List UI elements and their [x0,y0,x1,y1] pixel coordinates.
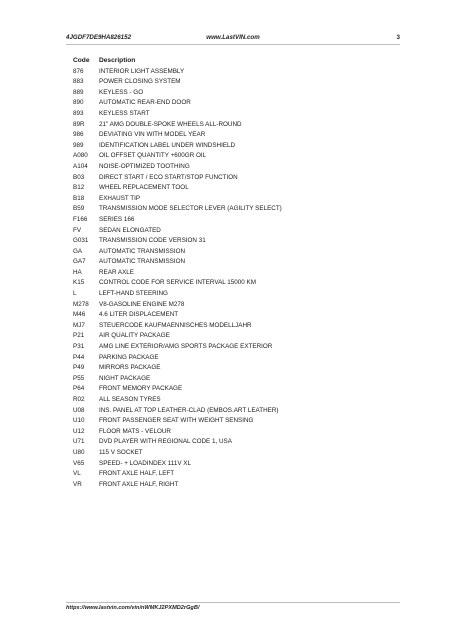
table-row [73,300,393,311]
page-number: 3 [396,34,400,41]
option-description: NIGHT PACKAGE [99,374,151,382]
option-code: 890 [73,99,84,107]
table-row [73,141,393,152]
table-row [73,183,393,194]
option-description: REAR AXLE [99,268,134,276]
option-code: FV [73,226,82,234]
table-row [73,88,393,99]
table-row [73,374,393,385]
header-divider [66,44,400,45]
option-description: DEVIATING VIN WITH MODEL YEAR [99,131,206,139]
column-header-code: Code [73,57,90,64]
page-header [66,34,400,44]
option-code: B12 [73,184,85,192]
table-header-row [73,56,393,67]
option-code: VL [73,470,81,478]
option-description: DIRECT START / ECO START/STOP FUNCTION [99,173,238,181]
option-code: M278 [73,300,89,308]
option-description: TRANSMISSION CODE VERSION 31 [99,237,206,245]
option-code: HA [73,268,82,276]
table-row [73,437,393,448]
option-description: AUTOMATIC TRANSMISSION [99,247,186,255]
option-code: P64 [73,385,85,393]
table-row [73,120,393,131]
option-code: L [73,290,77,298]
option-code: R02 [73,396,85,403]
table-row [73,416,393,427]
table-row [73,162,393,173]
option-description: STEUERCODE KAUFMAENNISCHES MODELLJAHR [99,321,252,329]
option-code: 986 [73,131,84,139]
option-description: DVD PLAYER WITH REGIONAL CODE 1, USA [99,438,232,446]
option-code: U10 [73,417,85,425]
option-description: PARKING PACKAGE [99,353,159,361]
option-description: SPEED- + LOADINDEX 111V XL [99,459,191,467]
table-row [73,226,393,237]
option-code: F166 [73,215,88,223]
option-code: P44 [73,353,85,361]
option-description: AMG LINE EXTERIOR/AMG SPORTS PACKAGE EXTERIOR [99,343,273,351]
option-code: P55 [73,374,85,382]
option-code: P31 [73,343,85,351]
option-code: K15 [73,279,85,287]
option-code: B18 [73,194,85,202]
option-code: V65 [73,459,85,467]
table-row [73,215,393,226]
option-description: WHEEL REPLACEMENT TOOL [99,184,189,192]
table-row [73,236,393,247]
table-row [73,289,393,300]
option-code: M46 [73,311,86,319]
option-code: 889 [73,88,84,96]
option-code: U08 [73,406,85,414]
header-vin: 4JGDF7DE9HA826152 [66,34,132,41]
footer-url[interactable]: https://www.lastvin.com/vin/nWMKJ2PXMD2rGgB/ [66,605,200,611]
column-header-description: Description [99,57,136,64]
option-description: IDENTIFICATION LABEL UNDER WINDSHIELD [99,141,236,149]
table-row [73,67,393,78]
option-code: U12 [73,427,85,435]
option-code: G031 [73,237,89,245]
option-code: B03 [73,173,85,181]
option-code: B59 [73,205,85,213]
option-description: TRANSMISSION MODE SELECTOR LEVER (AGILITY SELECT) [99,205,282,213]
table-row [73,257,393,268]
option-description: CONTROL CODE FOR SERVICE INTERVAL 15000 KM [99,279,256,287]
option-code: MJ7 [73,321,85,329]
table-row [73,448,393,459]
table-body [73,67,393,491]
option-code: GA7 [73,258,86,266]
option-code: 876 [73,67,84,75]
table-row [73,459,393,470]
table-row [73,469,393,480]
option-code: 883 [73,78,84,86]
table-row [73,406,393,417]
option-description: V8-GASOLINE ENGINE M278 [99,300,185,308]
option-description: SEDAN ELONGATED [99,226,161,234]
option-description: INS. PANEL AT TOP LEATHER-CLAD (EMBOS.ART LEATHER) [99,406,279,414]
table-row [73,278,393,289]
option-description: OIL OFFSET QUANTITY +600GR OIL [99,152,207,160]
option-code: 89R [73,120,85,128]
option-description: KEYLESS START [99,109,150,117]
table-row [73,310,393,321]
option-codes-table [73,56,393,490]
option-description: AUTOMATIC REAR-END DOOR [99,99,191,107]
table-row [73,342,393,353]
option-description: INTERIOR LIGHT ASSEMBLY [99,67,185,75]
table-row [73,130,393,141]
table-row [73,331,393,342]
option-code: P21 [73,332,85,340]
option-description: LEFT-HAND STEERING [99,290,168,298]
option-description: ALL SEASON TYRES [99,396,161,403]
option-description: FRONT AXLE HALF, LEFT [99,470,175,478]
table-row [73,321,393,332]
table-row [73,204,393,215]
table-row [73,427,393,438]
option-description: SERIES 166 [99,215,135,223]
option-description: AIR QUALITY PACKAGE [99,332,170,340]
table-row [73,353,393,364]
option-code: A104 [73,162,88,170]
option-description: MIRRORS PACKAGE [99,364,161,372]
table-row [73,109,393,120]
header-site[interactable]: www.LastVIN.com [206,34,260,41]
option-description: FRONT AXLE HALF, RIGHT [99,480,179,488]
table-row [73,194,393,205]
table-row [73,247,393,258]
table-row [73,77,393,88]
option-description: FRONT MEMORY PACKAGE [99,385,183,393]
option-description: NOISE-OPTIMIZED TOOTHING [99,162,190,170]
option-description: POWER CLOSING SYSTEM [99,78,181,86]
table-row [73,173,393,184]
option-code: 893 [73,109,84,117]
option-code: U80 [73,448,85,456]
option-code: GA [73,247,83,255]
option-description: AUTOMATIC TRANSMISSION [99,258,186,266]
option-code: VR [73,480,82,488]
footer-divider [66,602,400,603]
option-description: 21" AMG DOUBLE-SPOKE WHEELS ALL-ROUND [99,120,242,128]
option-description: FLOOR MATS - VELOUR [99,427,171,435]
option-description: KEYLESS - GO [99,88,144,96]
option-code: 989 [73,141,84,149]
table-row [73,480,393,491]
table-row [73,395,393,406]
option-description: EXHAUST TIP [99,194,141,202]
option-code: A080 [73,152,88,160]
table-row [73,98,393,109]
table-row [73,151,393,162]
option-code: U71 [73,438,85,446]
option-description: FRONT PASSENGER SEAT WITH WEIGHT SENSING [99,417,254,425]
table-row [73,363,393,374]
table-row [73,384,393,395]
option-description: 4.6 LITER DISPLACEMENT [99,311,179,319]
option-description: 115 V SOCKET [99,448,143,456]
table-row [73,268,393,279]
option-code: P49 [73,364,85,372]
